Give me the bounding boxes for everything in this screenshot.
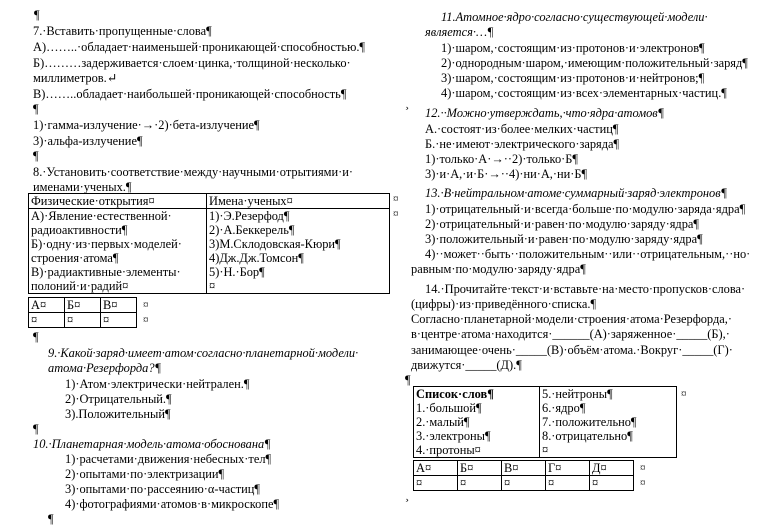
word-list-table <box>413 386 677 458</box>
answer-cell[interactable]: ¤ <box>101 313 137 328</box>
paragraph-mark: ¶ <box>405 373 411 387</box>
scientist-line: 4)Дж.Дж.Томсон¶ <box>209 251 304 265</box>
q14-text-line: движутся·_____(Д).¶ <box>411 358 522 372</box>
discovery-line: А)·Явление·естественной· <box>31 209 172 223</box>
word-list-heading: Список·слов¶ <box>416 387 494 401</box>
q10-option-2: 2)·опытами·по·электризации¶ <box>65 467 225 481</box>
table-header-cell: Физические·открытия¤ <box>29 194 207 209</box>
answer-cell[interactable]: ¤ <box>502 476 546 491</box>
word-item: 4.·протоны¤ <box>416 443 481 457</box>
q8-title: 8.·Установить·соответствие·между·научными·отрытиями·и· <box>33 165 354 179</box>
q14-title: 14.·Прочитайте·текст·и·вставьте·на·место·пропусков·слова· <box>425 282 746 296</box>
cell-end-mark: ¤ <box>640 477 646 489</box>
word-item: 5.·нейтроны¶ <box>542 387 613 401</box>
answer-cell[interactable]: ¤ <box>458 476 502 491</box>
q10-option-3: 3)·опытами·по·рассеянию·α-частиц¶ <box>65 482 261 496</box>
scientist-line: 5)·Н.·Бор¶ <box>209 265 265 279</box>
q7-answer-3: 3)·альфа-излучение¶ <box>33 134 143 148</box>
q11-option-4: 4)·шаром,·состоящим·из·всех·элементарных·частиц.¶ <box>441 86 727 100</box>
cell-end-mark: ¤ <box>143 299 149 311</box>
q12-statement-b: Б.·не·имеют·электрического·заряда¶ <box>425 137 620 151</box>
q14-text-line: Согласно·планетарной·модели·строения·атома·Резерфорда,· <box>411 312 732 326</box>
q8-title-cont: именами·ученых.¶ <box>33 180 132 194</box>
q13-option-4: 4)··может··быть··положительным··или··отрицательным,··но· <box>425 247 751 261</box>
q11-title: 11.Атомное·ядро·согласно·существующей·модели· <box>441 10 708 24</box>
q13-title: 13.·В·нейтральном·атоме·суммарный·заряд·электронов¶ <box>425 186 728 200</box>
table-row <box>414 461 634 476</box>
q9-option-1: 1)·Атом·электрически·нейтрален.¶ <box>65 377 250 391</box>
scientist-line: 1)·Э.Резерфод¶ <box>209 209 290 223</box>
cell-end-mark: ¤ <box>393 193 399 205</box>
answer-cell[interactable]: ¤ <box>546 476 590 491</box>
q14-text-line: занимающее·очень·_____(В)·объём·атома.·Вокруг·_____(Г)· <box>411 343 733 357</box>
word-item: 1.·большой¶ <box>416 401 482 415</box>
q12-title: 12.··Можно·утверждать,·что·ядра·атомов¶ <box>425 106 665 120</box>
paragraph-mark: ¶ <box>33 102 39 116</box>
q14-answer-table <box>413 460 634 491</box>
q7-option-b-cont: миллиметров.↵ <box>33 71 118 85</box>
q12-answer-1-2: 1)·только·А·→··2)·только·Б¶ <box>425 152 578 166</box>
q14-text-line: в·центре·атома·находится·______(А)·заряженное·_____(Б),· <box>411 327 730 341</box>
q7-option-c: В)……..обладает·наибольшей·проникающей·способность¶ <box>33 87 347 101</box>
word-list-left <box>414 387 540 458</box>
scientists-cell <box>207 209 390 294</box>
word-item: 6.·ядро¶ <box>542 401 586 415</box>
q7-title: 7.·Вставить·пропущенные·слова¶ <box>33 24 212 38</box>
paragraph-mark: ¶ <box>34 8 40 22</box>
table-row <box>29 209 390 294</box>
q9-title: 9.·Какой·заряд·имеет·атом·согласно·планетарной·модели· <box>48 346 359 360</box>
word-item: 2.·малый¶ <box>416 415 470 429</box>
q14-title-cont: (цифры)·из·приведённого·списка.¶ <box>411 297 597 311</box>
table-header-cell: Имена·ученых¤ <box>207 194 390 209</box>
q13-option-4-cont: равным·по·модулю·заряду·ядра¶ <box>411 262 586 276</box>
answer-cell[interactable]: ¤ <box>65 313 101 328</box>
paragraph-mark: ¶ <box>33 422 39 436</box>
paragraph-mark: ¶ <box>33 149 39 163</box>
answer-cell[interactable]: ¤ <box>590 476 634 491</box>
q7-option-b: Б)………задерживается·слоем·цинка,·толщиной·несколько· <box>33 56 351 70</box>
q11-option-3: 3)·шаром,·состоящим·из·протонов·и·нейтронов;¶ <box>441 71 705 85</box>
section-mark: ¸ <box>405 488 410 502</box>
q10-option-1: 1)·расчетами·движения·небесных·тел¶ <box>65 452 272 466</box>
table-row <box>29 298 137 313</box>
scientist-line: 3)М.Склодовская-Кюри¶ <box>209 237 341 251</box>
paragraph-mark: ¶ <box>48 512 54 526</box>
q11-option-1: 1)·шаром,·состоящим·из·протонов·и·электронов¶ <box>441 41 705 55</box>
word-item: ¤ <box>542 443 549 457</box>
q13-option-2: 2)·отрицательный·и·равен·по·модулю·заряду·ядра¶ <box>425 217 700 231</box>
cell-end-mark: ¤ <box>640 462 646 474</box>
q9-option-3: 3).Положительный¶ <box>65 407 171 421</box>
q10-option-4: 4)·фотографиями·атомов·в·микроскопе¶ <box>65 497 280 511</box>
answer-header-cell: Б¤ <box>65 298 101 313</box>
word-list-right <box>540 387 677 458</box>
cell-end-mark: ¤ <box>681 388 687 400</box>
scientist-line: 2)·А.Беккерель¶ <box>209 223 295 237</box>
answer-cell[interactable]: ¤ <box>29 313 65 328</box>
word-item: 3.·электроны¶ <box>416 429 491 443</box>
q7-answer-1-2: 1)·гамма-излучение·→·2)·бета-излучение¶ <box>33 118 260 132</box>
q11-option-2: 2)·однородным·шаром,·имеющим·положительный·заряд¶ <box>441 56 748 70</box>
q12-answer-3-4: 3)·и·А,·и·Б·→··4)·ни·А,·ни·Б¶ <box>425 167 588 181</box>
answer-header-cell: В¤ <box>502 461 546 476</box>
table-row <box>29 194 390 209</box>
section-mark: ¸ <box>405 96 410 110</box>
word-item: 8.·отрицательно¶ <box>542 429 633 443</box>
discovery-line: В)·радиактивные·элементы· <box>31 265 181 279</box>
table-row <box>414 476 634 491</box>
answer-header-cell: Г¤ <box>546 461 590 476</box>
discovery-line: Б)·одну·из·первых·моделей· <box>31 237 182 251</box>
q10-title: 10.·Планетарная·модель·атома·обоснована¶ <box>33 437 271 451</box>
q13-option-1: 1)·отрицательный·и·всегда·больше·по·модулю·заряда·ядра¶ <box>425 202 746 216</box>
cell-end-mark: ¤ <box>143 314 149 326</box>
discovery-line: строения·атома¶ <box>31 251 119 265</box>
answer-cell[interactable]: ¤ <box>414 476 458 491</box>
discovery-line: радиоактивности¶ <box>31 223 128 237</box>
answer-header-cell: Д¤ <box>590 461 634 476</box>
table-row <box>29 313 137 328</box>
q7-option-a: А)……..·обладает·наименьшей·проникающей·способностью.¶ <box>33 40 366 54</box>
scientist-line: ¤ <box>209 279 216 293</box>
answer-header-cell: А¤ <box>29 298 65 313</box>
answer-header-cell: А¤ <box>414 461 458 476</box>
q9-title-cont: атома·Резерфорда?¶ <box>48 361 162 375</box>
table-row <box>414 387 677 458</box>
answer-header-cell: В¤ <box>101 298 137 313</box>
word-item: 7.·положительно¶ <box>542 415 637 429</box>
q8-answer-table <box>28 297 137 328</box>
paragraph-mark: ¶ <box>33 330 39 344</box>
q8-matching-table <box>28 193 390 294</box>
q13-option-3: 3)·положительный·и·равен·по·модулю·заряду·ядра¶ <box>425 232 703 246</box>
cell-end-mark: ¤ <box>393 208 399 220</box>
discoveries-cell <box>29 209 207 294</box>
discovery-line: полоний·и·радий¤ <box>31 279 129 293</box>
q9-option-2: 2)·Отрицательный.¶ <box>65 392 172 406</box>
answer-header-cell: Б¤ <box>458 461 502 476</box>
q11-title-cont: является·…¶ <box>425 25 494 39</box>
q12-statement-a: А.·состоят·из·более·мелких·частиц¶ <box>425 122 619 136</box>
